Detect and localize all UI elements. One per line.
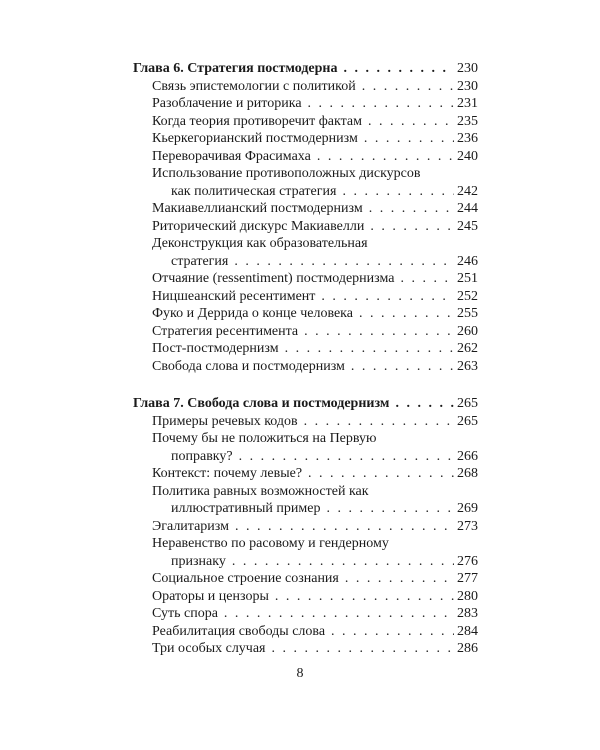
toc-entry [133,553,478,571]
toc-entry [133,640,478,658]
toc-entry [133,518,478,536]
toc-chapter-6 [133,60,478,375]
toc-entry-page: 244 [457,201,478,216]
toc-entry [133,323,478,341]
dot-leader [285,340,454,358]
toc-entry-line1: Неравенство по расовому и гендерному [152,536,389,551]
toc-entry [133,95,478,113]
toc-entry-page: 262 [457,341,478,356]
chapter-page: 265 [457,396,478,411]
chapter-page: 230 [457,61,478,76]
toc-entry-page: 284 [457,623,478,639]
dot-leader [351,358,454,376]
dot-leader [321,288,454,306]
toc-entry-title: Реабилитация свободы слова [152,623,326,639]
toc-entry [133,588,478,606]
toc-entry [133,270,478,288]
toc-entry-page: 246 [457,253,478,269]
toc-entry [133,183,478,201]
chapter-heading [133,395,478,413]
chapter-title: Глава 6. Стратегия постмодерна [133,61,338,76]
toc-entry [133,623,478,641]
toc-entry [133,305,478,323]
toc-entry-page: 276 [457,553,478,569]
toc-entry-page: 252 [457,288,478,304]
toc-entry [133,113,478,131]
toc-entry-page: 260 [457,323,478,339]
toc-entry [133,253,478,271]
dot-leader [235,518,454,536]
dot-leader [239,448,454,466]
toc-entry-title: Ницшеанский ресентимент [152,288,316,304]
toc-entry-title: Когда теория противоречит фактам [152,113,362,129]
toc-entry [133,200,478,218]
toc-entry-page: 240 [457,148,478,164]
toc-entry-line1: Деконструкция как образовательная [152,236,368,251]
toc-entry-page: 266 [457,448,478,464]
toc-entry-page: 242 [457,183,478,199]
toc-entry [133,570,478,588]
toc-entry [133,465,478,483]
toc-entry-title: Пост-постмодернизм [152,341,279,356]
toc-entry-title: Переворачивая Фрасимаха [152,148,311,164]
toc-entry-title: как политическая стратегия [171,183,337,199]
toc-entry-title: Фуко и Деррида о конце человека [152,306,353,321]
dot-leader [369,200,454,218]
toc-entry-line1: Использование противоположных дискурсов [152,166,421,181]
toc-entry-page: 231 [457,96,478,111]
toc-entry [133,288,478,306]
toc-entry-title: иллюстративный пример [171,501,321,516]
toc-entry-title: Стратегия ресентимента [152,323,299,339]
toc-entry-page: 265 [457,413,478,429]
page-number: 8 [296,666,304,681]
toc-entry-line1: Почему бы не положиться на Первую [152,431,377,446]
dot-leader [370,218,454,236]
toc-entry-title: Суть спора [152,606,218,621]
dot-leader [395,395,454,413]
toc-entry-title: Свобода слова и постмодернизм [152,358,345,374]
dot-leader [304,323,454,341]
dot-leader [362,78,454,96]
toc-entry-title: стратегия [171,253,229,269]
dot-leader [224,605,454,623]
toc-entry [133,340,478,358]
toc-entry-title: Эгалитаризм [152,518,229,534]
toc-entry-page: 269 [457,501,478,516]
dot-leader [345,570,454,588]
toc-entry-title: признаку [171,553,226,569]
toc-entry-title: Риторический дискурс Макиавелли [152,218,365,234]
toc-entry-page: 286 [457,641,478,656]
dot-leader [308,465,454,483]
toc-entry [133,78,478,96]
chapter-heading [133,60,478,78]
toc-entry-page: 280 [457,588,478,604]
dot-leader [272,640,455,658]
toc-entry-title: поправку? [171,448,233,464]
dot-leader [234,253,454,271]
toc-entry-title: Ораторы и цензоры [152,588,269,604]
toc-entry [133,218,478,236]
dot-leader [400,270,454,288]
toc-chapter-7 [133,395,478,658]
toc-entry-title: Связь эпистемологии с политикой [152,78,356,94]
dot-leader [304,413,454,431]
toc-entry-title: Примеры речевых кодов [152,413,298,429]
dot-leader [368,113,454,131]
toc-entry [133,148,478,166]
toc-entry-title: Социальное строение сознания [152,571,339,586]
dot-leader [364,130,454,148]
toc-entry-line1: Политика равных возможностей как [152,483,369,499]
toc-entry [133,605,478,623]
chapter-title: Глава 7. Свобода слова и постмодернизм [133,396,390,411]
dot-leader [232,553,454,571]
dot-leader [359,305,454,323]
toc-entry-page: 283 [457,606,478,621]
toc-entry [133,413,478,431]
toc-entry-page: 236 [457,131,478,146]
toc-entry-title: Кьеркегорианский постмодернизм [152,131,358,146]
toc-entry-title: Разоблачение и риторика [152,96,302,111]
toc-entry-page: 268 [457,466,478,481]
dot-leader [317,148,454,166]
toc-entry-title: Макиавеллианский постмодернизм [152,201,363,216]
toc-entry-page: 255 [457,306,478,321]
toc-entry-page: 245 [457,218,478,234]
toc-entry-page: 251 [457,271,478,286]
toc-entry [133,500,478,518]
toc-entry [133,358,478,376]
dot-leader [308,95,454,113]
toc-entry [133,448,478,466]
dot-leader [331,623,454,641]
toc-entry-title: Контекст: почему левые? [152,466,303,481]
toc-entry-page: 273 [457,518,478,534]
dot-leader [275,588,454,606]
dot-leader [342,183,454,201]
toc-entry-page: 263 [457,358,478,374]
toc-entry-title: Отчаяние (ressentiment) постмодернизма [152,271,395,286]
dot-leader [343,60,454,78]
toc-entry [133,130,478,148]
toc-entry-title: Три особых случая [152,641,266,656]
dot-leader [326,500,454,518]
toc-entry-page: 277 [457,571,478,586]
toc-entry-page: 230 [457,78,478,94]
toc-entry-page: 235 [457,113,478,129]
